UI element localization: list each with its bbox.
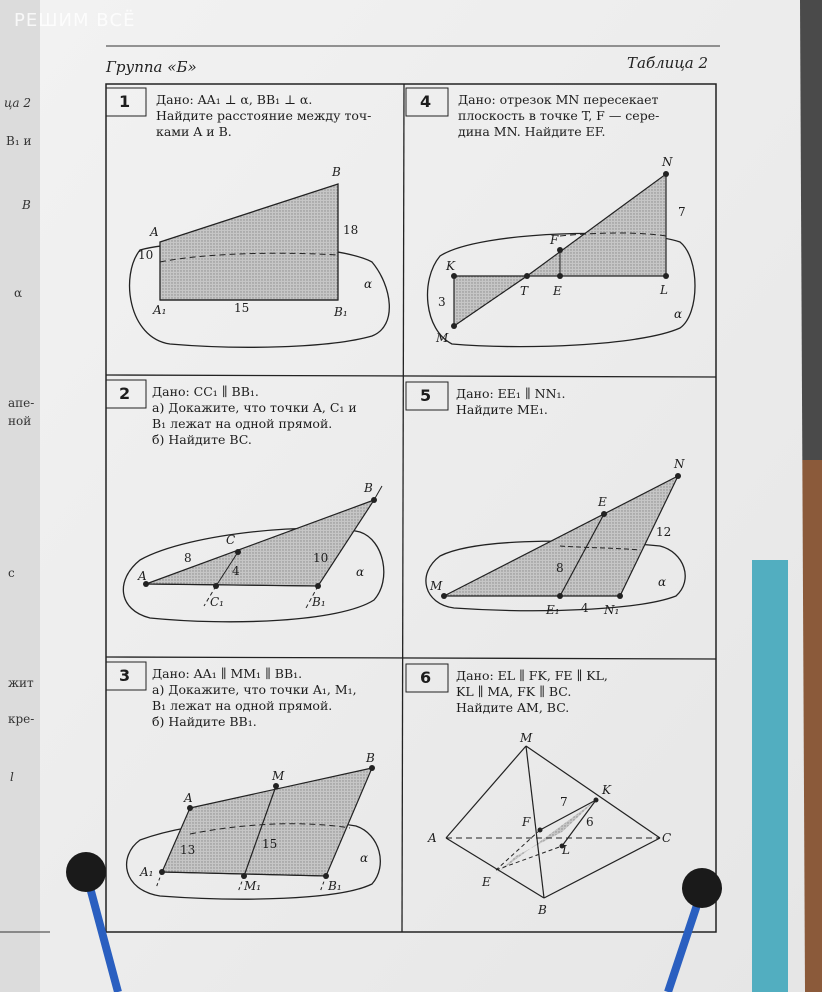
label-E: E (598, 495, 607, 509)
label-N: N (662, 155, 673, 169)
label-A: A (184, 791, 193, 805)
label-A: A (150, 225, 159, 239)
value-15: 15 (262, 837, 278, 851)
label-T: T (520, 284, 529, 298)
label-B: B (364, 481, 373, 495)
value-7: 7 (678, 205, 686, 219)
label-C: C (662, 831, 672, 845)
problem-2-text: Дано: CC₁ ∥ BB₁. а) Докажите, что точки A, C₁ и B₁ лежат на одной прямой. б) Найдите BC. (152, 384, 357, 447)
value-18: 18 (343, 223, 359, 237)
label-K: K (446, 259, 455, 273)
prev-page-fragment: кре- (8, 712, 35, 726)
label-B1: B₁ (312, 595, 326, 609)
label-L: L (660, 283, 668, 297)
prev-page-fragment: жит (8, 676, 34, 690)
label-N1: N₁ (604, 603, 620, 617)
label-B1: B₁ (328, 879, 342, 893)
label-F: F (522, 815, 531, 829)
label-M: M (272, 769, 285, 783)
value-8: 8 (184, 551, 192, 565)
problem-1-text: Дано: AA₁ ⊥ α, BB₁ ⊥ α. Найдите расстояние между точ- ками A и B. (156, 92, 372, 139)
label-M: M (430, 579, 443, 593)
label-N: N (674, 457, 685, 471)
label-E: E (482, 875, 491, 889)
value-6: 6 (586, 815, 594, 829)
prev-page-fragment: ной (8, 414, 32, 428)
watermark: РЕШИМ ВСЁ (14, 10, 136, 31)
value-7: 7 (560, 795, 568, 809)
label-A: A (428, 831, 437, 845)
label-C: C (226, 533, 236, 547)
value-12: 12 (656, 525, 672, 539)
label-L: L (562, 843, 570, 857)
value-10: 10 (138, 248, 154, 262)
problem-number: 3 (119, 666, 131, 685)
problem-number: 6 (420, 668, 432, 687)
label-M: M (436, 331, 449, 345)
prev-page-fragment: c (8, 566, 15, 580)
label-alpha: α (356, 565, 365, 579)
prev-page-fragment: α (14, 286, 23, 300)
problem-number: 1 (119, 92, 131, 111)
problem-3-text: Дано: AA₁ ∥ MM₁ ∥ BB₁. а) Докажите, что точки A₁, M₁, B₁ лежат на одной прямой. б) Найдите BB₁. (152, 666, 357, 729)
value-8: 8 (556, 561, 564, 575)
label-K: K (602, 783, 611, 797)
label-B: B (366, 751, 375, 765)
value-3: 3 (438, 295, 446, 309)
problem-number: 5 (420, 386, 432, 405)
label-M: M (520, 731, 533, 745)
prev-page-fragment: ца 2 (4, 96, 31, 110)
group-heading: Группа «Б» (106, 58, 197, 76)
value-4: 4 (581, 601, 589, 615)
problem-5-text: Дано: EE₁ ∥ NN₁. Найдите ME₁. (456, 386, 566, 417)
value-15: 15 (234, 301, 250, 315)
problem-4-text: Дано: отрезок MN пересекает плоскость в точке T, F — сере- дина MN. Найдите EF. (458, 92, 660, 139)
label-A1: A₁ (140, 865, 154, 879)
prev-page-fragment: B₁ и (6, 134, 32, 148)
value-4: 4 (232, 564, 240, 578)
label-alpha: α (360, 851, 369, 865)
label-F: F (550, 233, 559, 247)
label-alpha: α (658, 575, 667, 589)
table-heading: Таблица 2 (627, 54, 709, 72)
label-B: B (332, 165, 341, 179)
label-C1: C₁ (210, 595, 224, 609)
value-10: 10 (313, 551, 329, 565)
label-alpha: α (674, 307, 683, 321)
prev-page-fragment: B (22, 198, 31, 212)
label-E: E (553, 284, 562, 298)
label-B: B (538, 903, 547, 917)
label-B1: B₁ (334, 305, 348, 319)
label-A1: A₁ (153, 303, 167, 317)
problem-6-text: Дано: EL ∥ FK, FE ∥ KL, KL ∥ MA, FK ∥ BC. Найдите AM, BC. (456, 668, 608, 715)
label-A: A (138, 569, 147, 583)
prev-page-fragment: l (10, 770, 14, 784)
label-alpha: α (364, 277, 373, 291)
label-E1: E₁ (546, 603, 560, 617)
problem-number: 4 (420, 92, 432, 111)
value-13: 13 (180, 843, 196, 857)
label-M1: M₁ (244, 879, 262, 893)
prev-page-fragment: апе- (8, 396, 35, 410)
problem-number: 2 (119, 384, 131, 403)
